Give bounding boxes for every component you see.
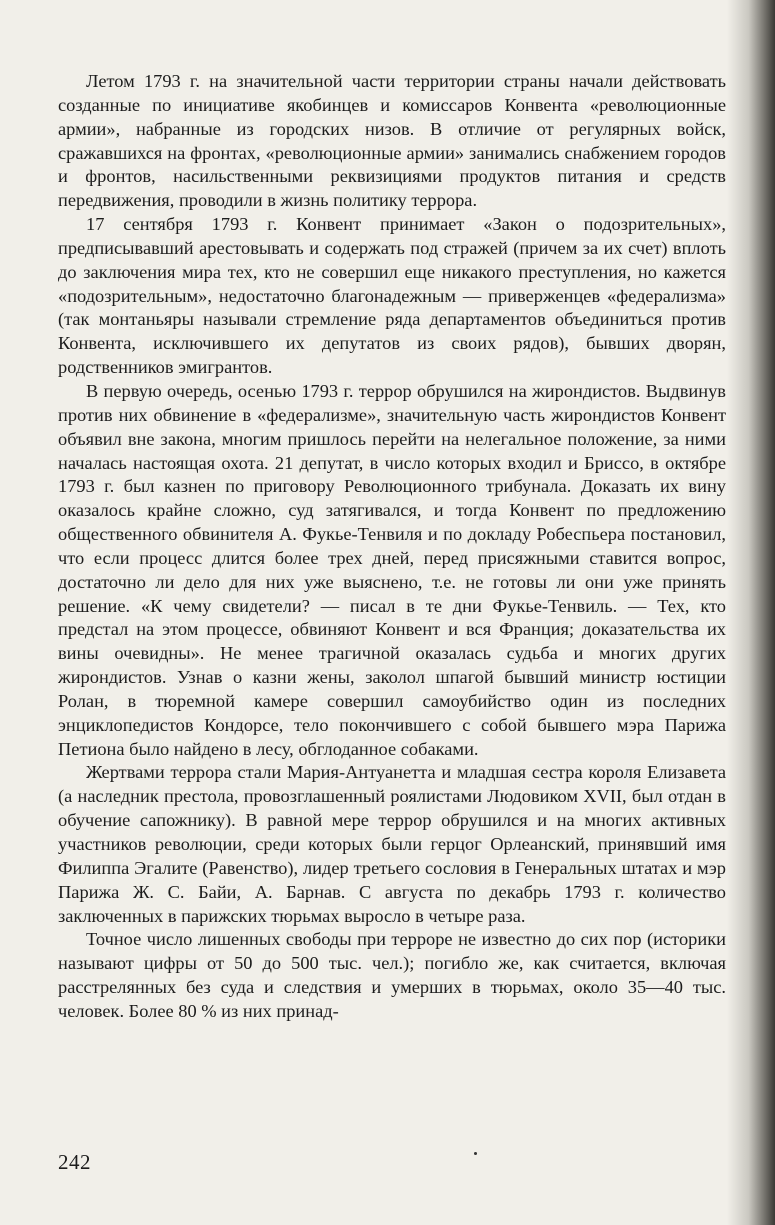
paragraph-revolutionary-armies: Летом 1793 г. на значительной части территории страны начали действовать созданные по инициативе якобинцев и комиссаров Конвента «революционные армии», набранные из городских низов. В отличие от регулярных войск, сражавшихся на фронтах, «революционные армии» занимались снабжением городов и фронтов, насильственными реквизициями продуктов питания и средств передвижения, проводили в жизнь политику террора.: [58, 71, 726, 211]
paragraph-victims-of-terror: Жертвами террора стали Мария-Антуанетта и младшая сестра короля Елизавета (а наследник престола, провозглашенный роялистами Людовиком XVII, был отдан в обучение сапожнику). В равной мере террор обрушился и на многих активных участников революции, среди которых были герцог Орлеанский, принявший имя Филиппа Эгалите (Равенство), лидер третьего сословия в Генеральных штатах и мэр Парижа Ж. С. Байи, А. Барнав. С августа по декабрь 1793 г. количество заключенных в парижских тюрьмах выросло в четыре раза.: [58, 762, 726, 926]
paragraph-number-of-victims: Точное число лишенных свободы при терроре не известно до сих пор (историки называют цифры от 50 до 500 тыс. чел.); погибло же, как считается, включая расстрелянных без суда и следствия и умерших в тюрьмах, около 35—40 тыс. человек. Более 80 % из них принад-: [58, 929, 726, 1021]
paragraph-law-of-suspects: 17 сентября 1793 г. Конвент принимает «Закон о подозрительных», предписывавший арестовывать и содержать под стражей (причем за их счет) вплоть до заключения мира тех, кто не совершил еще никакого преступления, но кажется «подозрительным», недостаточно благонадежным — приверженцев «федерализма» (так монтаньяры называли стремление ряда департаментов объединиться против Конвента, исключившего их депутатов из своих рядов), бывших дворян, родственников эмигрантов.: [58, 214, 726, 378]
paragraph-girondins-terror: В первую очередь, осенью 1793 г. террор обрушился на жирондистов. Выдвинув против них обвинение в «федерализме», значительную часть жирондистов Конвент объявил вне закона, многим пришлось перейти на нелегальное положение, за ними началась настоящая охота. 21 депутат, в число которых входил и Бриссо, в октябре 1793 г. был казнен по приговору Революционного трибунала. Доказать их вину оказалось крайне сложно, суд затягивался, и тогда Конвент по предложению общественного обвинителя А. Фукье-Тенвиля и по докладу Робеспьера постановил, что если процесс длится более трех дней, перед присяжными ставится вопрос, достаточно ли дело для них уже выяснено, т.е. не готовы ли они уже принять решение. «К чему свидетели? — писал в те дни Фукье-Тенвиль. — Тех, кто предстал на этом процессе, обвиняют Конвент и вся Франция; доказательства их вины очевидны». Не менее трагичной оказалась судьба и многих других жирондистов. Узнав о казни жены, заколол шпагой бывший министр юстиции Ролан, в тюремной камере совершил самоубийство один из последних энциклопедистов Кондорсе, тело покончившего с собой бывшего мэра Парижа Петиона было найдено в лесу, обглоданное собаками.: [58, 380, 726, 759]
page-number: 242: [58, 1150, 91, 1174]
body-text: [58, 70, 726, 1024]
page-edge-shadow: [727, 0, 775, 1225]
print-speck: [474, 1152, 477, 1155]
